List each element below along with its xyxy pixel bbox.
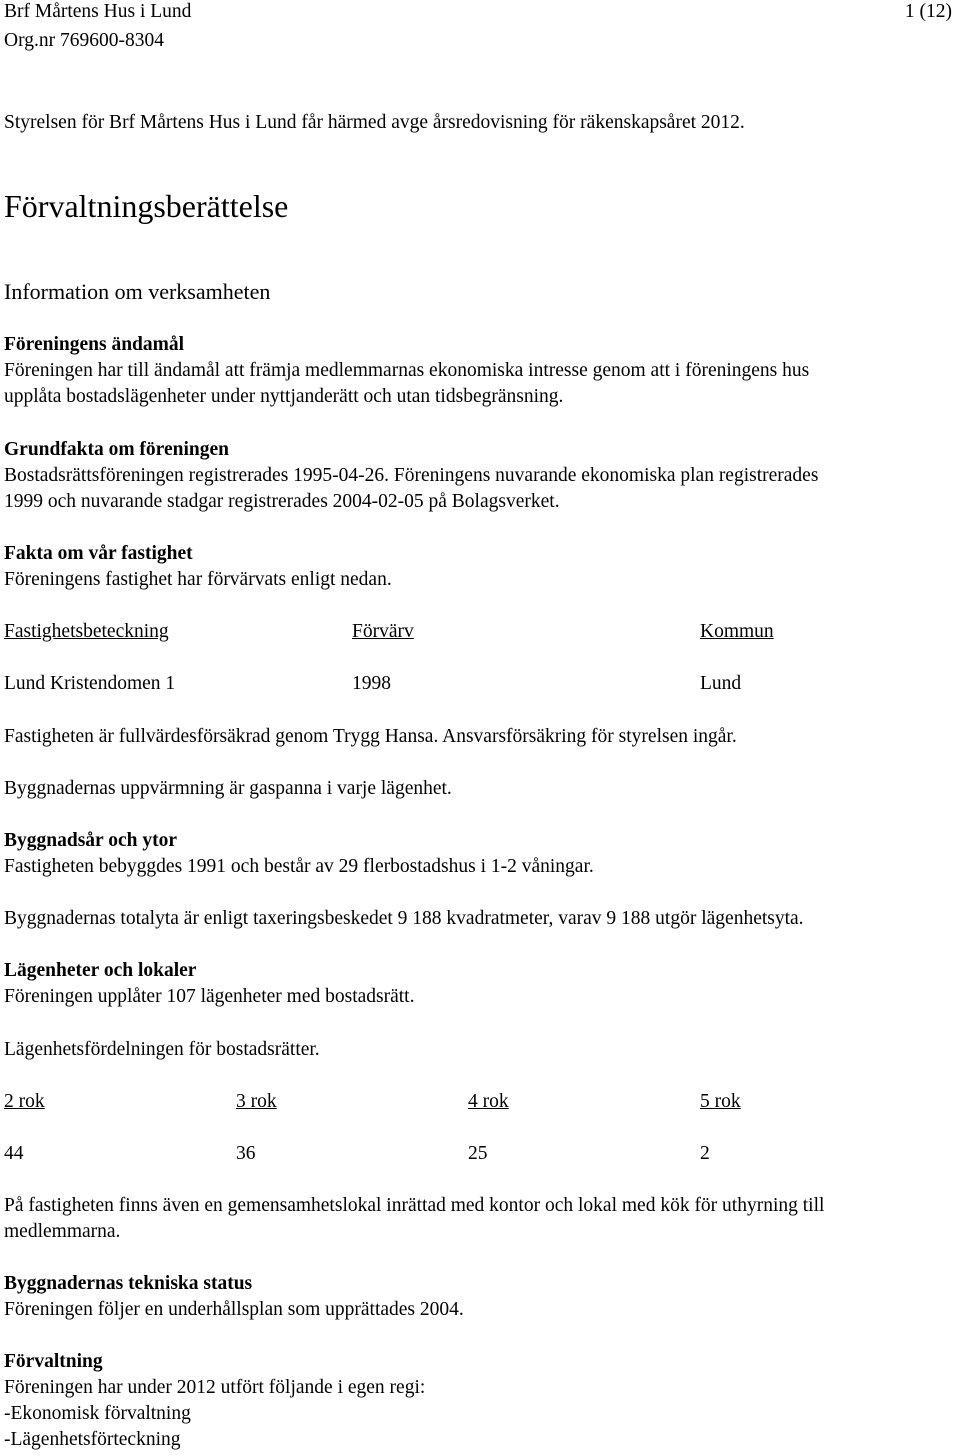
- distribution-value: 36: [236, 1143, 256, 1164]
- building-line: Byggnadernas totalyta är enligt taxeringsbeskedet 9 188 kvadratmeter, varav 9 188 utgör lägenhetsyta.: [4, 908, 804, 929]
- building-heading: Byggnadsår och ytor: [4, 830, 177, 851]
- property-table-cell: Lund Kristendomen 1: [4, 673, 176, 694]
- page-title: Förvaltningsberättelse: [4, 188, 289, 224]
- property-table-header: Förvärv: [352, 621, 414, 642]
- header-page-number: 1 (12): [904, 1, 952, 22]
- management-line: Föreningen har under 2012 utfört följande i egen regi:: [4, 1377, 426, 1398]
- apartments-line: Föreningen upplåter 107 lägenheter med bostadsrätt.: [4, 986, 415, 1007]
- purpose-line: Föreningen har till ändamål att främja medlemmarnas ekonomiska intresse genom att i föreningens hus: [4, 360, 810, 381]
- management-item: -Ekonomisk förvaltning: [4, 1403, 191, 1424]
- header-org-number: Org.nr 769600-8304: [4, 30, 164, 51]
- heating-text: Byggnadernas uppvärmning är gaspanna i varje lägenhet.: [4, 778, 452, 799]
- intro-text: Styrelsen för Brf Mårtens Hus i Lund får härmed avge årsredovisning för räkenskapsåret 2012.: [4, 112, 745, 133]
- purpose-heading: Föreningens ändamål: [4, 334, 185, 355]
- distribution-value: 25: [468, 1143, 488, 1164]
- property-line: Föreningens fastighet har förvärvats enligt nedan.: [4, 569, 392, 590]
- purpose-line: upplåta bostadslägenheter under nyttjanderätt och utan tidsbegränsning.: [4, 386, 564, 407]
- section-subtitle: Information om verksamheten: [4, 279, 271, 304]
- management-item: -Lägenhetsförteckning: [4, 1429, 181, 1450]
- distribution-header: 2 rok: [4, 1091, 45, 1112]
- property-table-cell: 1998: [352, 673, 391, 694]
- distribution-header: 5 rok: [700, 1091, 741, 1112]
- management-heading: Förvaltning: [4, 1351, 103, 1372]
- building-line: Fastigheten bebyggdes 1991 och består av 29 flerbostadshus i 1-2 våningar.: [4, 856, 594, 877]
- common-room-line: På fastigheten finns även en gemensamhetslokal inrättad med kontor och lokal med kök för uthyrning till: [4, 1195, 825, 1216]
- basics-heading: Grundfakta om föreningen: [4, 439, 229, 460]
- technical-line: Föreningen följer en underhållsplan som upprättades 2004.: [4, 1299, 464, 1320]
- header-org-name: Brf Mårtens Hus i Lund: [4, 1, 192, 22]
- distribution-value: 2: [700, 1143, 710, 1164]
- property-table-header: Fastighetsbeteckning: [4, 621, 169, 642]
- property-heading: Fakta om vår fastighet: [4, 543, 193, 564]
- basics-line: Bostadsrättsföreningen registrerades 1995-04-26. Föreningens nuvarande ekonomiska plan registrerades: [4, 465, 819, 486]
- distribution-value: 44: [4, 1143, 24, 1164]
- distribution-header: 3 rok: [236, 1091, 277, 1112]
- property-table-cell: Lund: [700, 673, 742, 694]
- apartments-heading: Lägenheter och lokaler: [4, 960, 197, 981]
- common-room-line: medlemmarna.: [4, 1221, 121, 1242]
- property-table-header: Kommun: [700, 621, 774, 642]
- basics-line: 1999 och nuvarande stadgar registrerades 2004-02-05 på Bolagsverket.: [4, 491, 560, 512]
- technical-heading: Byggnadernas tekniska status: [4, 1273, 253, 1294]
- apartments-line: Lägenhetsfördelningen för bostadsrätter.: [4, 1039, 320, 1060]
- distribution-header: 4 rok: [468, 1091, 509, 1112]
- insurance-text: Fastigheten är fullvärdesförsäkrad genom Trygg Hansa. Ansvarsförsäkring för styrelsen ingår.: [4, 726, 737, 747]
